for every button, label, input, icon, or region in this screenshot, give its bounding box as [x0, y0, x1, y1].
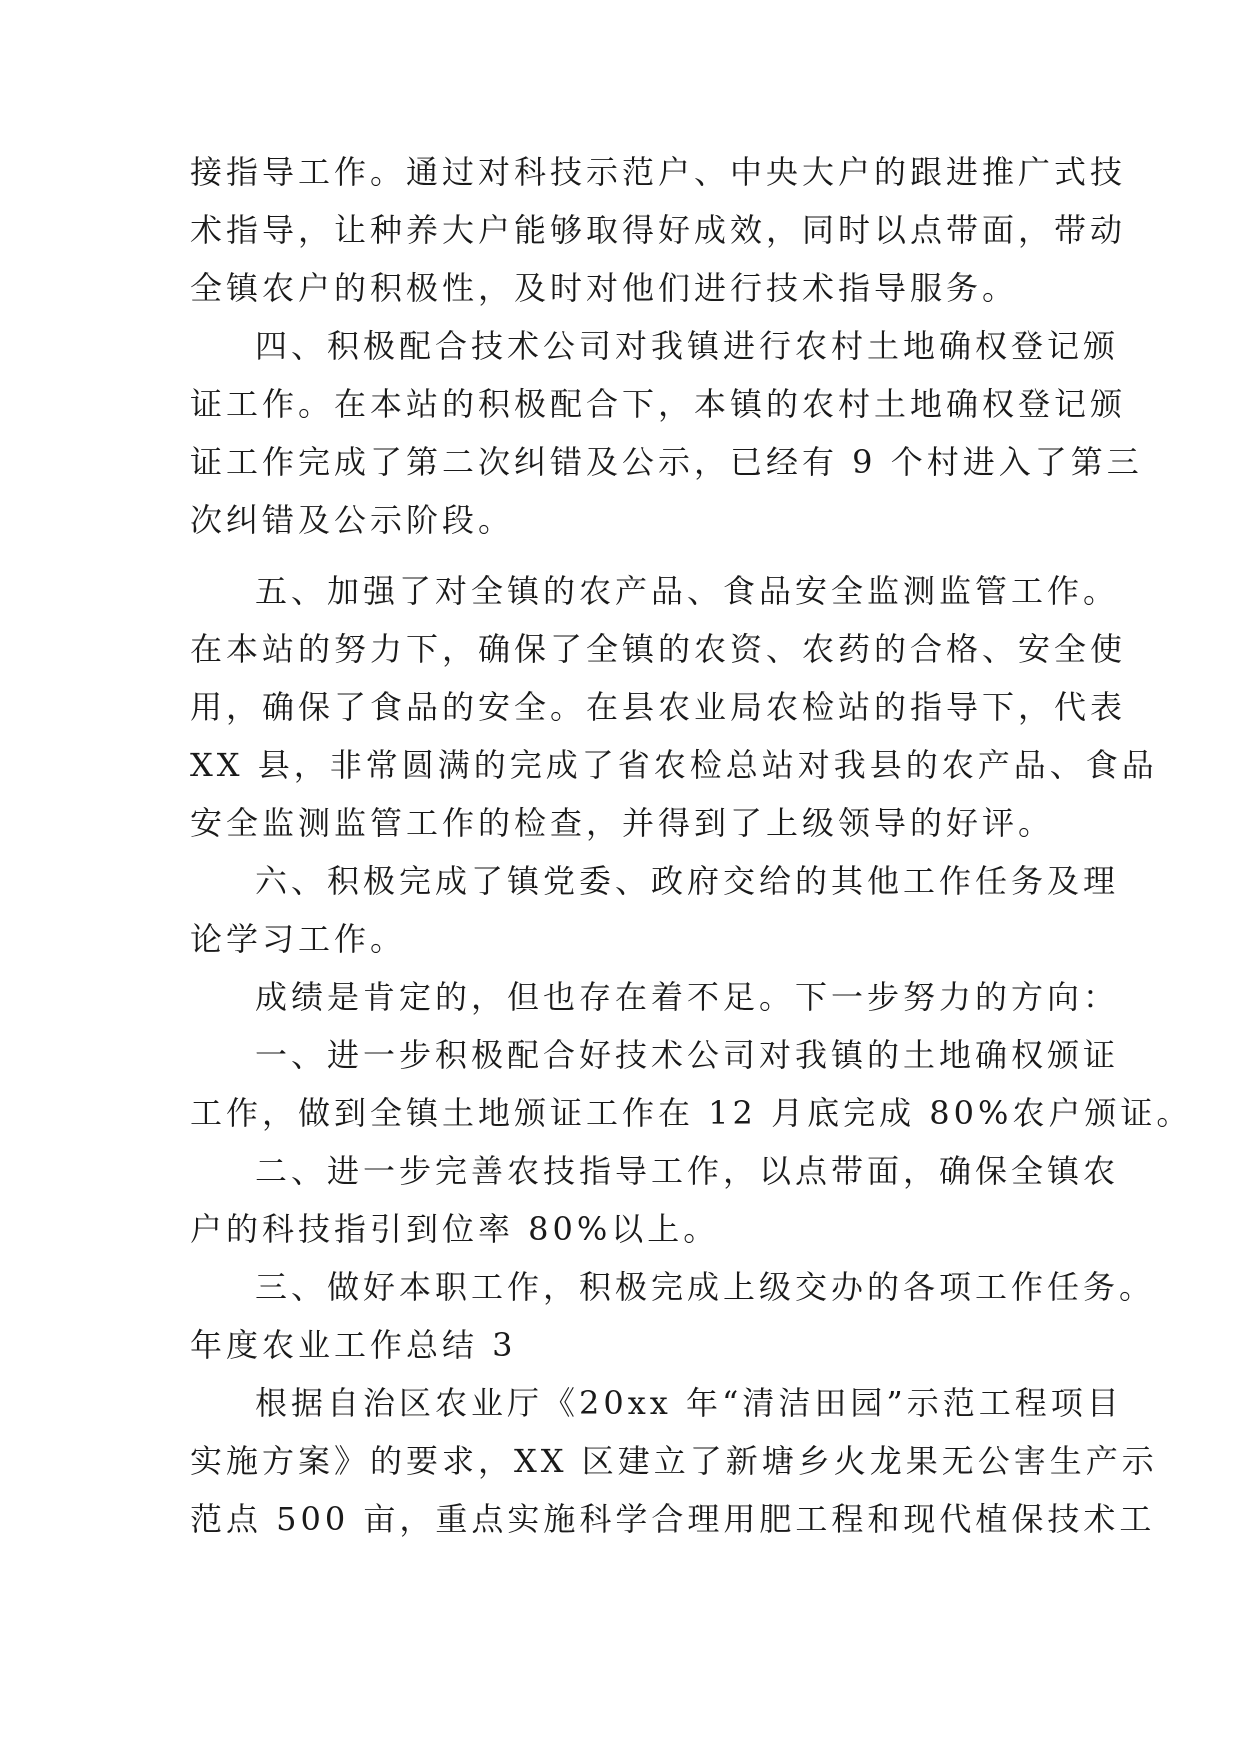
text-line: 论学习工作。 — [190, 920, 407, 958]
text-line: 证工作完成了第二次纠错及公示，已经有 9 个村进入了第三 — [190, 443, 1143, 481]
paragraph-start-line: 一、进一步积极配合好技术公司对我镇的土地确权颁证 — [255, 1036, 1120, 1074]
text-line: 用，确保了食品的安全。在县农业局农检站的指导下，代表 — [190, 688, 1127, 726]
paragraph-start-line: 五、加强了对全镇的农产品、食品安全监测监管工作。 — [255, 572, 1120, 610]
paragraph-start-line: 四、积极配合技术公司对我镇进行农村土地确权登记颁 — [255, 327, 1120, 365]
section-heading: 年度农业工作总结 3 — [190, 1326, 517, 1364]
paragraph-start-line: 三、做好本职工作，积极完成上级交办的各项工作任务。 — [255, 1268, 1156, 1306]
paragraph-start-line: 六、积极完成了镇党委、政府交给的其他工作任务及理 — [255, 862, 1120, 900]
text-line: 工作，做到全镇土地颁证工作在 12 月底完成 80%农户颁证。 — [190, 1094, 1193, 1132]
text-line: XX 县，非常圆满的完成了省农检总站对我县的农产品、食品 — [190, 746, 1158, 784]
text-line: 证工作。在本站的积极配合下，本镇的农村土地确权登记颁 — [190, 385, 1127, 423]
text-line: 次纠错及公示阶段。 — [190, 501, 515, 539]
paragraph-start-line: 成绩是肯定的，但也存在着不足。下一步努力的方向： — [255, 978, 1120, 1016]
text-line: 接指导工作。通过对科技示范户、中央大户的跟进推广式技 — [190, 153, 1127, 191]
text-line: 术指导，让种养大户能够取得好成效，同时以点带面，带动 — [190, 211, 1127, 249]
text-line: 实施方案》的要求，XX 区建立了新塘乡火龙果无公害生产示 — [190, 1442, 1158, 1480]
text-line: 全镇农户的积极性，及时对他们进行技术指导服务。 — [190, 269, 1019, 307]
text-line: 范点 500 亩，重点实施科学合理用肥工程和现代植保技术工 — [190, 1500, 1156, 1538]
paragraph-start-line: 根据自治区农业厅《20xx 年“清洁田园”示范工程项目 — [255, 1384, 1123, 1422]
paragraph-start-line: 二、进一步完善农技指导工作，以点带面，确保全镇农 — [255, 1152, 1120, 1190]
text-line: 在本站的努力下，确保了全镇的农资、农药的合格、安全使 — [190, 630, 1127, 668]
text-line: 户的科技指引到位率 80%以上。 — [190, 1210, 720, 1248]
text-line: 安全监测监管工作的检查，并得到了上级领导的好评。 — [190, 804, 1055, 842]
